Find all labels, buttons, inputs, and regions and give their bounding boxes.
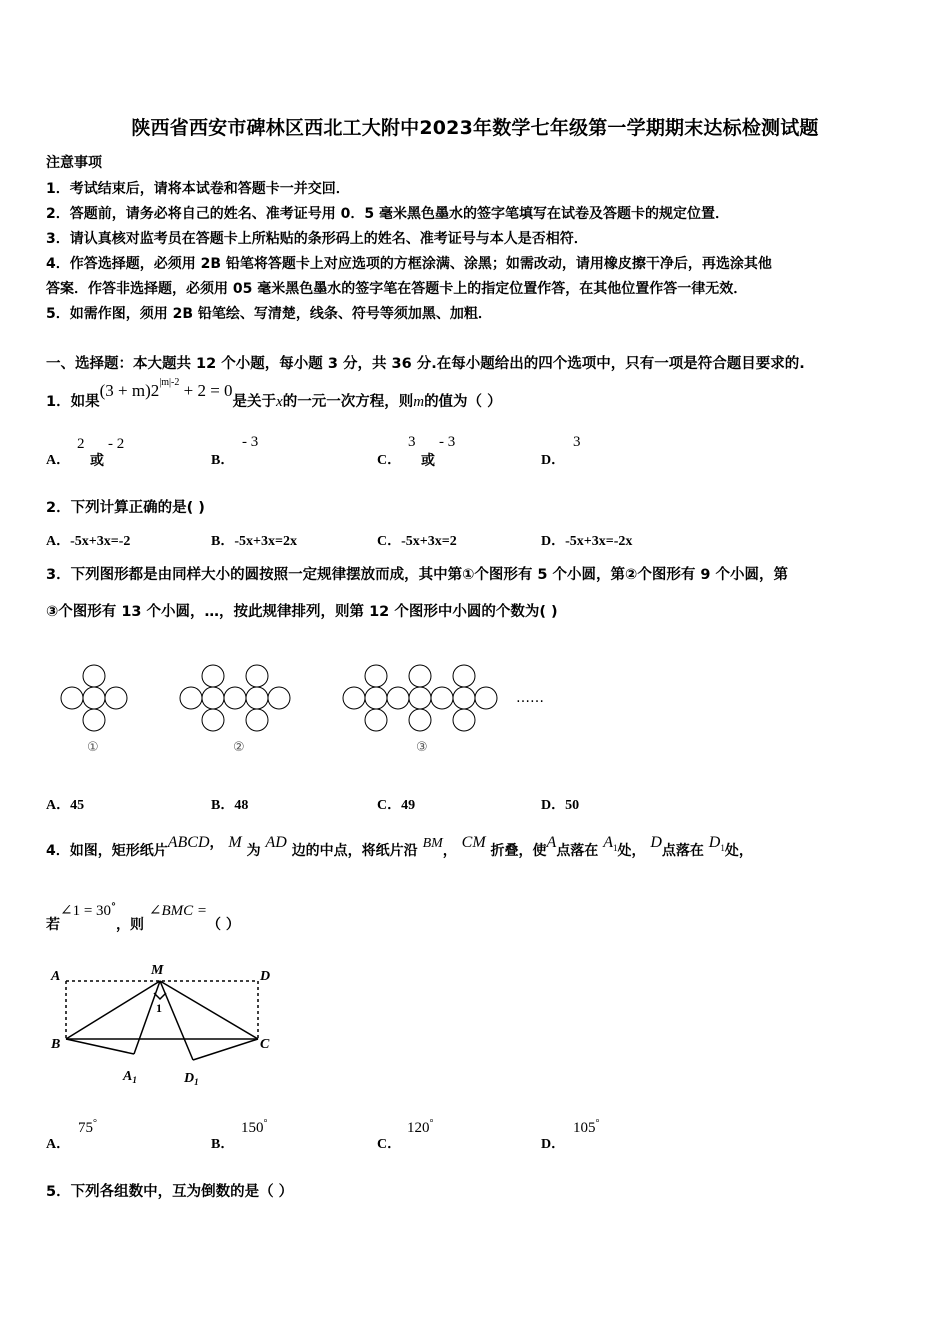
q1-expression: $(3 + m)2^{|m|-2} + 2 = 0$	[99, 377, 233, 400]
q1-option-b-v1: - 3	[242, 434, 259, 450]
q1-option-c-or: 或	[421, 454, 435, 469]
note-item: 1．考试结束后，请将本试卷和答题卡一并交回．	[46, 181, 350, 197]
figure-1	[61, 665, 127, 731]
question-2: 2．下列计算正确的是( )	[46, 500, 205, 516]
var-x: x	[276, 394, 283, 410]
q1-option-a-v1: 2	[77, 436, 85, 452]
label-m: M	[151, 963, 164, 978]
rect-abcd: ABCD	[167, 834, 210, 851]
q3-option-d: D．50	[541, 798, 580, 813]
q4-option-a-label: A．	[46, 1137, 71, 1152]
q4-option-c-label: C．	[377, 1137, 402, 1152]
figure-label-2: ②	[233, 740, 245, 755]
label-d1: $D_1$	[184, 1071, 199, 1087]
folded-rectangle-figure	[48, 960, 288, 1090]
label-d: D	[260, 969, 271, 984]
question-4-line1: 4．如图，矩形纸片ABCD， M 为 AD 边的中点，将纸片沿 BM， CM 折叠，使A点落在 $A_1$处， D点落在 $D_1$处，	[46, 834, 753, 859]
q2-option-b: B．-5x+3x=2x	[211, 534, 297, 549]
q1-option-d: D．	[541, 453, 566, 468]
q1-option-a: A．	[46, 453, 71, 468]
q1-option-c: C．	[377, 453, 402, 468]
label-a: A	[51, 969, 61, 984]
q4-option-c-value: 120°	[407, 1118, 434, 1136]
question-1: 1．如果$(3 + m)2^{|m|-2} + 2 = 0$是关于x的一元一次方程，则m的值为（ ）	[46, 377, 502, 410]
q2-option-d: D．-5x+3x=-2x	[541, 534, 633, 549]
q1-option-c-v1: 3	[408, 434, 416, 450]
figure-2	[180, 665, 290, 731]
q4-option-d-label: D．	[541, 1137, 566, 1152]
question-3-line2: ③个图形有 13 个小圆，…，按此规律排列，则第 12 个图形中小圆的个数为( )	[46, 604, 558, 620]
note-item: 4．作答选择题，必须用 2B 铅笔将答题卡上对应选项的方框涂满、涂黑；如需改动，请用橡皮擦干净后，再选涂其他	[46, 256, 772, 272]
q4-option-b-label: B．	[211, 1137, 235, 1152]
notes-heading: 注意事项	[46, 155, 102, 171]
section-heading: 一、选择题：本大题共 12 个小题，每小题 3 分，共 36 分.在每小题给出的四个选项中，只有一项是符合题目要求的.	[46, 356, 805, 372]
q1-option-a-or: 或	[90, 454, 104, 469]
q3-option-a: A．45	[46, 798, 85, 813]
label-a1: $A_1$	[123, 1069, 137, 1085]
q4-option-d-value: 105°	[573, 1118, 600, 1136]
circle-pattern-figure	[50, 655, 580, 760]
q3-option-b: B．48	[211, 798, 249, 813]
question-5: 5．下列各组数中，互为倒数的是（ ）	[46, 1184, 294, 1200]
q1-prefix: 1．如果	[46, 394, 100, 410]
q2-option-a: A．-5x+3x=-2	[46, 534, 131, 549]
q2-option-c: C．-5x+3x=2	[377, 534, 457, 549]
label-angle-1: 1	[156, 1001, 162, 1015]
q4-option-b-value: 150°	[241, 1118, 268, 1136]
note-item: 2．答题前，请务必将自己的姓名、准考证号用 0．5 毫米黑色墨水的签字笔填写在试卷及答题卡的规定位置．	[46, 206, 729, 222]
note-item: 3．请认真核对监考员在答题卡上所粘贴的条形码上的姓名、准考证号与本人是否相符．	[46, 231, 588, 247]
figure-3	[343, 665, 497, 731]
q4-option-a-value: 75°	[78, 1118, 97, 1136]
figure-label-1: ①	[87, 740, 99, 755]
q3-option-c: C．49	[377, 798, 416, 813]
question-3-line1: 3．下列图形都是由同样大小的圆按照一定规律摆放而成，其中第①个图形有 5 个小圆，第②个图形有 9 个小圆，第	[46, 567, 789, 583]
note-item: 5．如需作图，须用 2B 铅笔绘、写清楚，线条、符号等须加黑、加粗．	[46, 306, 492, 322]
q1-option-c-v2: - 3	[439, 434, 456, 450]
q1-option-a-v2: - 2	[108, 436, 125, 452]
figure-label-3: ③	[416, 740, 428, 755]
label-b: B	[51, 1037, 61, 1052]
var-m: m	[413, 394, 425, 410]
angle-bmc: ∠BMC =	[148, 903, 208, 919]
angle-1-value: ∠1 = 30	[60, 903, 112, 919]
note-item: 答案．作答非选择题，必须用 05 毫米黑色墨水的签字笔在答题卡上的指定位置作答，在其他位置作答一律无效．	[46, 281, 748, 297]
figure-ellipsis: ……	[516, 690, 544, 706]
q1-option-b: B．	[211, 453, 235, 468]
q1-option-d-v1: 3	[573, 434, 581, 450]
page-title: 陕西省西安市碑林区西北工大附中2023年数学七年级第一学期期末达标检测试题	[131, 117, 819, 139]
label-c: C	[260, 1037, 270, 1052]
question-4-line2: 若∠1 = 30°，则 ∠BMC =（ ）	[46, 901, 240, 933]
